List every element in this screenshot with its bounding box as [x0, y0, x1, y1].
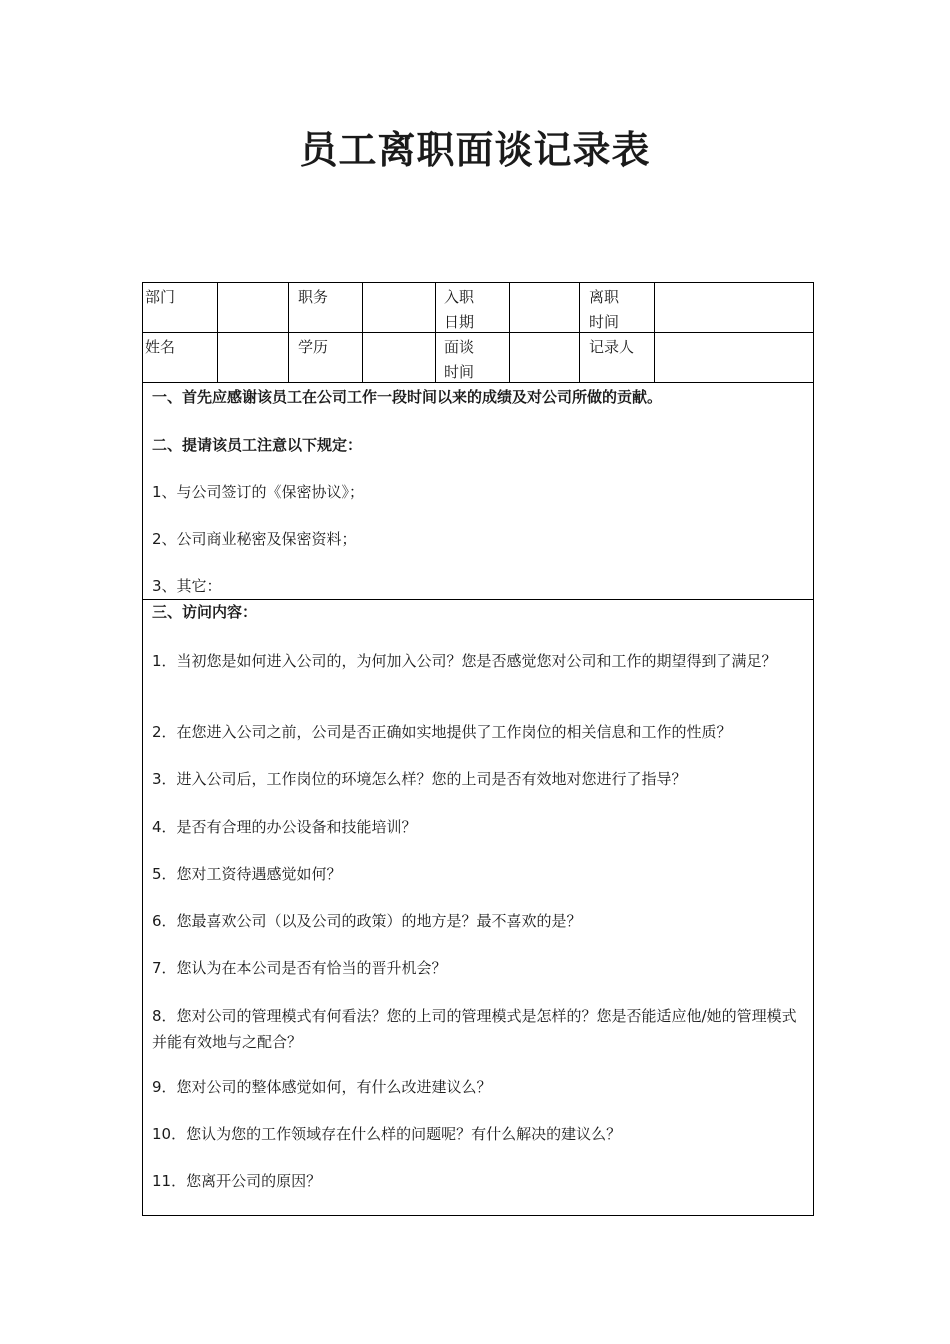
position-label: 职务 [289, 283, 363, 332]
question-item: 5．您对工资待遇感觉如何？ [152, 865, 342, 883]
question-item: 7．您认为在本公司是否有恰当的晋升机会？ [152, 959, 447, 977]
department-value-cell[interactable] [218, 283, 289, 332]
question-item: 6．您最喜欢公司（以及公司的政策）的地方是？最不喜欢的是？ [152, 912, 582, 930]
header-row [143, 333, 813, 383]
hire-date-value-cell[interactable] [510, 283, 580, 332]
question-item: 3．进入公司后，工作岗位的环境怎么样？您的上司是否有效地对您进行了指导？ [152, 770, 687, 788]
interview-date-value-cell[interactable] [510, 333, 580, 382]
name-label: 姓名 [143, 333, 218, 382]
leave-date-value-cell[interactable] [655, 283, 813, 332]
section-three-heading: 三、访问内容： [152, 603, 258, 621]
question-item: 11．您离开公司的原因？ [152, 1172, 322, 1190]
recorder-label: 记录人 [580, 333, 655, 382]
education-value-cell[interactable] [363, 333, 436, 382]
leave-date-label: 离职 时间 [580, 283, 655, 332]
section-reminders [143, 383, 813, 600]
question-item: 2．在您进入公司之前，公司是否正确如实地提供了工作岗位的相关信息和工作的性质？ [152, 723, 732, 741]
name-value-cell[interactable] [218, 333, 289, 382]
page-title: 员工离职面谈记录表 [299, 128, 651, 172]
question-item: 4．是否有合理的办公设备和技能培训？ [152, 818, 417, 836]
rule-item: 1、与公司签订的《保密协议》； [152, 483, 365, 501]
section-interview-questions [143, 600, 813, 1215]
rule-item: 3、其它： [152, 577, 222, 595]
position-value-cell[interactable] [363, 283, 436, 332]
interview-form-table [142, 282, 814, 1216]
question-item: 9．您对公司的整体感觉如何，有什么改进建议么？ [152, 1078, 492, 1096]
header-row [143, 283, 813, 333]
hire-date-label: 入职 日期 [436, 283, 510, 332]
section-one-heading: 一、首先应感谢该员工在公司工作一段时间以来的成绩及对公司所做的贡献。 [152, 388, 663, 406]
question-item: 1．当初您是如何进入公司的，为何加入公司？您是否感觉您对公司和工作的期望得到了满足？ [152, 652, 777, 670]
section-two-heading: 二、提请该员工注意以下规定： [152, 436, 363, 454]
recorder-value-cell[interactable] [655, 333, 813, 382]
education-label: 学历 [289, 333, 363, 382]
rule-item: 2、公司商业秘密及保密资料； [152, 530, 357, 548]
department-label: 部门 [143, 283, 218, 332]
question-item: 8．您对公司的管理模式有何看法？您的上司的管理模式是怎样的？您是否能适应他/她的管理模式并能有效地与之配合？ [152, 1007, 797, 1051]
interview-date-label: 面谈 时间 [436, 333, 510, 382]
question-item: 10．您认为您的工作领域存在什么样的问题呢？有什么解决的建议么？ [152, 1125, 622, 1143]
